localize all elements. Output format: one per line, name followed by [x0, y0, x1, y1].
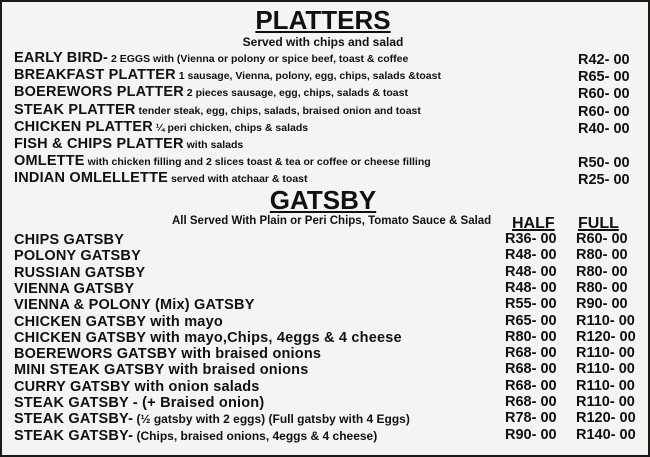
- item-name: STEAK GATSBY-: [14, 427, 134, 444]
- gatsby-item: [14, 427, 377, 443]
- item-name: CHICKEN GATSBY with mayo: [14, 313, 223, 330]
- gatsby-heading: GATSBY: [269, 185, 377, 215]
- half-column-header: HALF: [512, 215, 555, 232]
- half-price: R48- 00: [505, 279, 557, 296]
- item-description: with salads: [183, 139, 244, 151]
- platter-item: [14, 152, 431, 168]
- platter-item: [14, 49, 408, 65]
- item-description: 2 EGGS with (Vienna or polony or spice beef, toast & coffee: [108, 53, 409, 65]
- full-price: R110- 00: [576, 377, 635, 394]
- item-name: BREAKFAST PLATTER: [14, 67, 176, 84]
- item-name: STEAK GATSBY - (+ Braised onion): [14, 395, 265, 411]
- full-price: R120- 00: [576, 328, 636, 345]
- gatsby-subtitle: All Served With Plain or Peri Chips, Tomato Sauce & Salad: [172, 215, 492, 227]
- gatsby-item: [14, 394, 264, 410]
- item-price: R50- 00: [578, 155, 630, 172]
- item-description: 1 sausage, Vienna, polony, egg, chips, salads &toast: [175, 70, 441, 83]
- item-price: R60- 00: [578, 86, 630, 103]
- item-name: CHICKEN PLATTER: [14, 118, 153, 135]
- gatsby-item: [14, 280, 134, 296]
- item-price: R25- 00: [578, 172, 630, 189]
- item-price: R65- 00: [578, 69, 630, 86]
- full-price: R110- 00: [576, 312, 635, 329]
- gatsby-item: [14, 361, 308, 377]
- item-price: R60- 00: [578, 103, 630, 120]
- half-price: R48- 00: [505, 247, 557, 264]
- item-name: BOEREWORS PLATTER: [14, 84, 184, 101]
- half-price: R78- 00: [505, 410, 557, 427]
- full-price: R120- 00: [576, 410, 636, 427]
- half-price: R80- 00: [505, 328, 557, 345]
- gatsby-item: [14, 378, 260, 394]
- item-name: INDIAN OMLELLETTE: [14, 170, 169, 187]
- platter-item: [14, 169, 308, 185]
- gatsby-item: [14, 410, 410, 426]
- item-name: OMLETTE: [14, 153, 85, 170]
- half-price: R68- 00: [505, 377, 557, 394]
- item-description: ¼ peri chicken, chips & salads: [152, 121, 309, 134]
- full-price: R110- 00: [576, 361, 635, 378]
- full-column-header: FULL: [578, 215, 619, 232]
- full-price: R60- 00: [576, 231, 628, 247]
- full-price: R90- 00: [576, 296, 628, 313]
- half-price: R65- 00: [505, 312, 557, 329]
- item-description: with chicken filling and 2 slices toast & tea or coffee or cheese filling: [84, 156, 431, 169]
- gatsby-item: [14, 247, 141, 263]
- item-name: MINI STEAK GATSBY with braised onions: [14, 362, 309, 379]
- half-price: R68- 00: [505, 361, 557, 378]
- item-name: VIENNA & POLONY (Mix) GATSBY: [14, 297, 255, 314]
- item-name: BOEREWORS GATSBY with braised onions: [14, 346, 322, 363]
- half-price: R90- 00: [505, 426, 557, 443]
- item-price: R42- 00: [578, 52, 630, 68]
- half-price: R36- 00: [505, 231, 557, 247]
- item-name: STEAK GATSBY-: [14, 411, 134, 428]
- platter-item: [14, 101, 421, 117]
- item-price: R40- 00: [578, 120, 630, 137]
- item-name: FISH & CHIPS PLATTER: [14, 136, 184, 152]
- half-price: R68- 00: [505, 394, 557, 410]
- gatsby-item: [14, 313, 223, 329]
- item-name: CHIPS GATSBY: [14, 232, 125, 248]
- item-description: (Chips, braised onions, 4eggs & 4 cheese): [133, 428, 378, 443]
- platters-heading: PLATTERS: [255, 5, 391, 35]
- item-name: RUSSIAN GATSBY: [14, 264, 146, 281]
- item-name: POLONY GATSBY: [14, 248, 141, 265]
- full-price: R140- 00: [576, 426, 636, 443]
- platter-item: [14, 83, 408, 99]
- item-name: CURRY GATSBY with onion salads: [14, 378, 260, 395]
- item-description: 2 pieces sausage, egg, chips, salads & toast: [183, 87, 408, 100]
- item-description: served with atchaar & toast: [168, 173, 308, 186]
- platter-item: [14, 66, 441, 82]
- gatsby-item: [14, 264, 145, 280]
- gatsby-item: [14, 231, 124, 247]
- item-name: STEAK PLATTER: [14, 101, 136, 118]
- gatsby-item: [14, 345, 321, 361]
- full-price: R80- 00: [576, 279, 628, 296]
- half-price: R55- 00: [505, 296, 557, 313]
- item-name: VIENNA GATSBY: [14, 280, 135, 297]
- item-name: CHICKEN GATSBY with mayo,Chips, 4eggs & 4 cheese: [14, 329, 402, 346]
- full-price: R110- 00: [576, 345, 635, 362]
- platter-item: [14, 135, 243, 151]
- full-price: R110- 00: [576, 394, 635, 410]
- platter-item: [14, 118, 308, 134]
- item-description: tender steak, egg, chips, salads, braised onion and toast: [135, 104, 421, 117]
- full-price: R80- 00: [576, 263, 628, 280]
- half-price: R68- 00: [505, 345, 557, 362]
- full-price: R80- 00: [576, 247, 628, 264]
- platters-subtitle: Served with chips and salad: [242, 35, 404, 49]
- item-name: EARLY BIRD-: [14, 50, 109, 66]
- gatsby-item: [14, 329, 402, 345]
- item-description: (½ gatsby with 2 eggs) (Full gatsby with 4 Eggs): [133, 412, 410, 427]
- half-price: R48- 00: [505, 263, 557, 280]
- gatsby-item: [14, 296, 255, 312]
